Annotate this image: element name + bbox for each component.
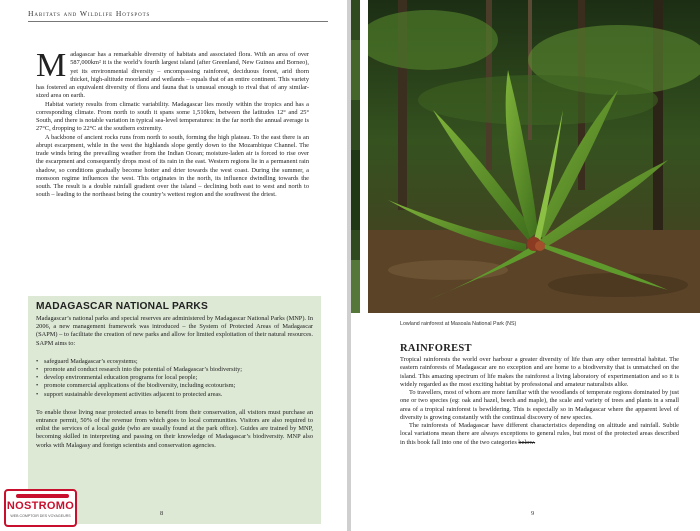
drop-cap: M xyxy=(36,47,67,84)
box-bullet-list xyxy=(36,358,313,399)
left-body-text xyxy=(36,47,309,200)
box-bullet: • support sustainable development activities adjacent to protected areas. xyxy=(36,391,313,399)
last-paragraph-text: The rainforests of Madagascar have different characteristics depending on altitude and rainfall. Subtle local variations mean there are always exceptions to general rules, but most of the protected areas described in this book fall into one of the two categories xyxy=(400,422,679,446)
body-paragraph xyxy=(400,422,679,447)
section-heading: RAINFOREST xyxy=(400,343,472,354)
logo-wordmark: NOSTROMO xyxy=(6,500,75,512)
page-number-right: 9 xyxy=(531,510,535,517)
page-number-left: 8 xyxy=(160,510,164,517)
photo-caption: Lowland rainforest at Masoala National Park (NS) xyxy=(400,321,517,327)
body-paragraph: A backbone of ancient rocks runs from north to south, forming the high plateau. To the east there is an abrupt escarpment, while in the west the highlands slope gently down to the Mozambique Channel. The trade winds bring the prevailing weather from the Indian Ocean; moisture-laden air is forced to rise over the escarpment and consequently drops most of its rain in the east. Western regions lie in a permanent rain shadow, so conditions gradually become hotter and drier towards the west coast. During the summer, a monsoon regime influences the west. This originates in the north, its influence dwindling towards the south. The result is a double rainfall gradient over the island – declining both east to west and north to south – leading to the northeast being the country’s wettest region and the southwest the driest. xyxy=(36,133,309,199)
logo-ribbon-icon xyxy=(16,494,69,498)
box-bullet: • safeguard Madagascar’s ecosystems; xyxy=(36,358,313,366)
edge-photo-strip xyxy=(351,0,360,313)
body-paragraph: Habitat variety results from climatic variability. Madagascar lies mostly within the tropics and has a corresponding climate. From north to south it spans some 1,510km, between the latitudes 12° and 25° South, and there is notable variation in typical sea-level temperatures: in the far north the annual average is 27°C, dropping to 22°C at the southern extremity. xyxy=(36,100,309,133)
box-title: MADAGASCAR NATIONAL PARKS xyxy=(36,301,208,312)
box-bullet: • promote and conduct research into the potential of Madagascar’s biodiversity; xyxy=(36,366,313,374)
body-paragraph: To travellers, most of whom are more familiar with the woodlands of temperate regions dominated by just one or two species (eg: oak and hazel, beech and maple), the scale and variety of trees and plants in a small area of a tropical rainforest is bewildering. This is especially so in Madagascar where the apparent level of diversity is growing constantly with the continual discovery of new species. xyxy=(400,389,679,421)
intro-paragraph xyxy=(36,47,309,101)
intro-text: adagascar has a remarkable diversity of habitats and associated flora. With an area of over 587,000km² it is the world’s fourth largest island (after Greenland, New Guinea and Borneo), yet its environmental diversity – encompassing rainforest, deciduous forest, arid thorn thicket, high-altitude moorland and wetlands – equals that of an entire continent. This variety has fostered an equivalent diversity of flora and fauna that is unusual enough to rival that of any similar-sized area on earth. xyxy=(36,51,309,100)
box-bullet: • develop environmental education programs for local people; xyxy=(36,374,313,382)
running-head: Habitats and Wildlife Hotspots xyxy=(28,9,328,22)
box-intro: Madagascar’s national parks and special reserves are administered by Madagascar National Parks (MNP). In 2006, a new management framework was introduced – the System of Protected Areas of Madagascar (SAPM) – to facilitate the creation of new parks and allow for limited exploitation of their natural resources. SAPM aims to: xyxy=(36,315,313,347)
nostromo-logo xyxy=(4,489,77,527)
box-bullet: • promote commercial applications of the biodiversity, including ecotourism; xyxy=(36,382,313,390)
rainforest-photo xyxy=(368,0,700,313)
right-page xyxy=(351,0,700,531)
struck-word: below. xyxy=(518,438,536,446)
right-body-text xyxy=(400,356,679,447)
left-page xyxy=(0,0,347,531)
box-outro: To enable those living near protected areas to benefit from their conservation, all visitors must purchase an entrance permit, 50% of the revenue from which goes to local communities. Visitors are also required to enlist the services of a local guide (who are usually found at the park office). Guides are trained by MNP, becoming skilled in interpreting and passing on their knowledge of Madagascar’s biodiversity. MNP also works with Malagasy and foreign scientists and conservation agencies. xyxy=(36,408,313,449)
logo-tagline: WEB COMPTOIR DES VOYAGEURS xyxy=(10,514,71,518)
body-paragraph: Tropical rainforests the world over harbour a greater diversity of life than any other terrestrial habitat. The eastern rainforests of Madagascar are no exception and are home to a biodiversity that is unmatched on the island. This amazing spectrum of life makes the rainforest a living laboratory of experimentation and so it is widely regarded as the most exciting habitat by professional and amateur naturalists alike. xyxy=(400,356,679,388)
